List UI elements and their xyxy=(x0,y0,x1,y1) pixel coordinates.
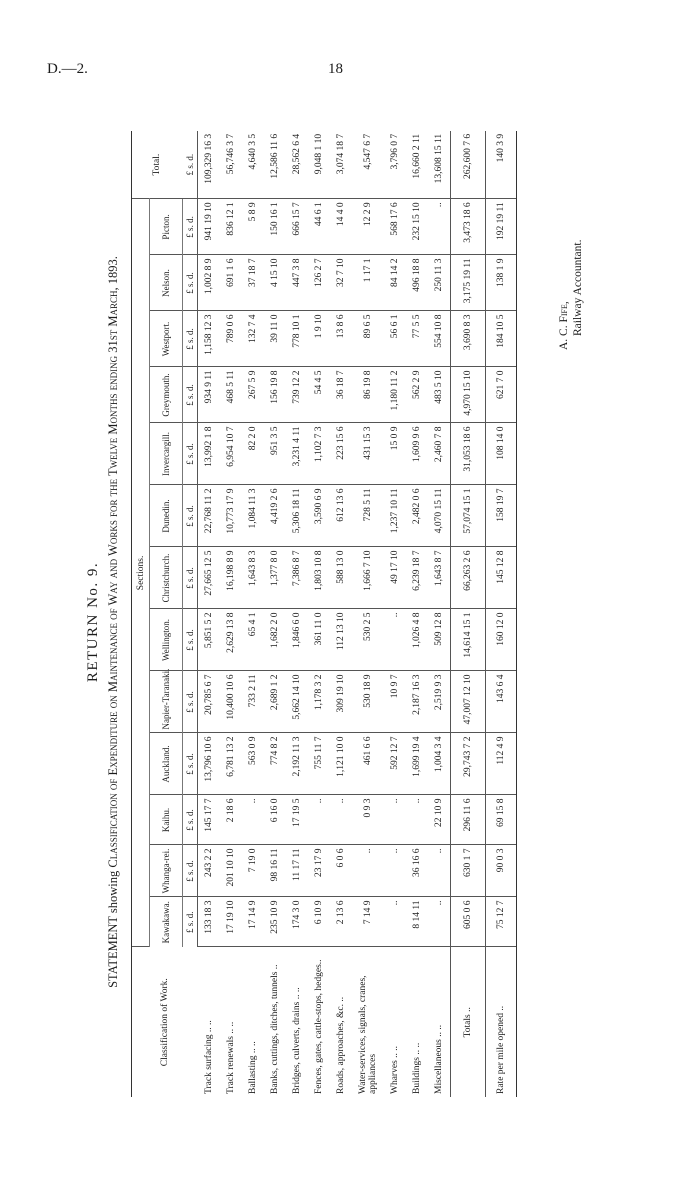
table-cell: 7 14 9 xyxy=(352,897,384,947)
table-cell: 22 10 9 xyxy=(428,795,451,845)
section-header: Picton. xyxy=(150,199,183,255)
table-cell: 192 19 11 xyxy=(486,199,517,255)
row-label: Wharves .. .. xyxy=(390,1045,400,1094)
table-cell: 20,785 6 7 xyxy=(198,671,221,733)
table-cell: 0 9 3 xyxy=(352,795,384,845)
table-cell: 1,699 19 4 xyxy=(406,733,428,795)
table-cell: 22,768 11 2 xyxy=(198,485,221,547)
table-cell: 243 2 2 xyxy=(198,845,221,897)
table-cell: 530 18 9 xyxy=(352,671,384,733)
table-cell: 588 13 0 xyxy=(330,547,352,609)
table-cell: 6 10 9 xyxy=(308,897,330,947)
table-cell: 5 8 9 xyxy=(242,199,264,255)
table-body xyxy=(198,131,517,1097)
table-cell: 755 11 7 xyxy=(308,733,330,795)
table-cell: 223 15 6 xyxy=(330,423,352,485)
table-cell: 57,074 15 1 xyxy=(451,485,486,547)
table-cell: 82 2 0 xyxy=(242,423,264,485)
table-cell: 267 5 9 xyxy=(242,367,264,423)
table-cell: 2,187 16 3 xyxy=(406,671,428,733)
row-label: Roads, approaches, &c. .. xyxy=(336,996,346,1094)
table-cell: 468 5 11 xyxy=(220,367,242,423)
table-cell: 554 10 8 xyxy=(428,311,451,367)
unit-header: £ s. d. xyxy=(183,795,198,845)
unit-header: £ s. d. xyxy=(183,845,198,897)
table-cell: 3,690 8 3 xyxy=(451,311,486,367)
table-cell: 4,640 3 5 xyxy=(242,131,264,199)
table-cell: 201 10 10 xyxy=(220,845,242,897)
table-cell: .. xyxy=(428,845,451,897)
table-cell: 112 4 9 xyxy=(486,733,517,795)
table-cell: 1,158 12 3 xyxy=(198,311,221,367)
table-cell: 1 17 1 xyxy=(352,255,384,311)
table-cell: 483 5 10 xyxy=(428,367,451,423)
unit-header: £ s. d. xyxy=(183,485,198,547)
table-cell: 6,239 18 7 xyxy=(406,547,428,609)
table-cell: 29,743 7 2 xyxy=(451,733,486,795)
rotated-page-body xyxy=(73,102,638,1142)
section-header: Wellington. xyxy=(150,609,183,671)
table-cell: 2,629 13 8 xyxy=(220,609,242,671)
signature-name: A. C. Fife, xyxy=(558,301,570,350)
section-header: Christchurch. xyxy=(150,547,183,609)
table-cell: .. xyxy=(428,199,451,255)
table-cell: 145 17 7 xyxy=(198,795,221,845)
table-cell: 6,954 10 7 xyxy=(220,423,242,485)
table-cell: .. xyxy=(352,845,384,897)
table-cell: 98 16 11 xyxy=(264,845,286,897)
row-label: Rate per mile opened .. xyxy=(486,947,517,1097)
table-cell: 27,665 12 5 xyxy=(198,547,221,609)
table-cell: 1,377 8 0 xyxy=(264,547,286,609)
table-cell: 4 15 10 xyxy=(264,255,286,311)
table-cell: 691 1 6 xyxy=(220,255,242,311)
section-header: Kaihu. xyxy=(150,795,183,845)
table-row xyxy=(220,131,242,1097)
total-header: Total. xyxy=(132,131,183,199)
unit-header: £ s. d. xyxy=(183,897,198,947)
table-cell: 69 15 8 xyxy=(486,795,517,845)
table-cell: 184 10 5 xyxy=(486,311,517,367)
table-cell: 509 12 8 xyxy=(428,609,451,671)
table-cell: 6 16 0 xyxy=(264,795,286,845)
row-label: Buildings .. .. xyxy=(412,1042,422,1094)
unit-header: £ s. d. xyxy=(183,609,198,671)
statement-body: Classification of Expenditure on Maintenance of Way and Works for the Twelve Months ending 31st March, 1893. xyxy=(106,256,120,868)
table-cell: 1,803 10 8 xyxy=(308,547,330,609)
table-cell: 447 3 8 xyxy=(286,255,308,311)
table-cell: 15 0 9 xyxy=(384,423,406,485)
table-cell: 250 11 3 xyxy=(428,255,451,311)
table-cell: 37 18 7 xyxy=(242,255,264,311)
table-cell: 836 12 1 xyxy=(220,199,242,255)
table-cell: 14,614 15 1 xyxy=(451,609,486,671)
table-cell: 17 19 10 xyxy=(220,897,242,947)
table-cell: 1,643 8 7 xyxy=(428,547,451,609)
table-cell: 7,386 8 7 xyxy=(286,547,308,609)
table-cell: 7 19 0 xyxy=(242,845,264,897)
table-cell: 28,562 6 4 xyxy=(286,131,308,199)
table-cell: 630 1 7 xyxy=(451,845,486,897)
table-cell: 621 7 0 xyxy=(486,367,517,423)
table-cell: .. xyxy=(384,845,406,897)
row-label: Miscellaneous .. .. xyxy=(434,1024,444,1094)
unit-header: £ s. d. xyxy=(183,199,198,255)
table-cell: 296 11 6 xyxy=(451,795,486,845)
table-cell: 56 6 1 xyxy=(384,311,406,367)
table-cell: 951 3 5 xyxy=(264,423,286,485)
table-cell: 32 7 10 xyxy=(330,255,352,311)
table-cell: 13,608 15 11 xyxy=(428,131,451,199)
classification-header: Classification of Work. xyxy=(132,947,198,1097)
table-cell: 84 14 2 xyxy=(384,255,406,311)
table-cell: 10,773 17 9 xyxy=(220,485,242,547)
unit-header: £ s. d. xyxy=(183,671,198,733)
page-code: D.—2. xyxy=(47,61,88,77)
table-cell: 158 19 7 xyxy=(486,485,517,547)
table-cell: 4,970 15 10 xyxy=(451,367,486,423)
table-cell: 262,600 7 6 xyxy=(451,131,486,199)
table-cell: 934 9 11 xyxy=(198,367,221,423)
table-cell: 54 4 5 xyxy=(308,367,330,423)
table-cell: 13,992 1 8 xyxy=(198,423,221,485)
unit-header: £ s. d. xyxy=(183,423,198,485)
table-cell: 86 19 8 xyxy=(352,367,384,423)
section-header: Kawakawa. xyxy=(150,897,183,947)
table-cell: 774 8 2 xyxy=(264,733,286,795)
table-cell: 36 18 7 xyxy=(330,367,352,423)
table-row xyxy=(264,131,286,1097)
table-cell: 126 2 7 xyxy=(308,255,330,311)
table-cell: 3,796 0 7 xyxy=(384,131,406,199)
table-cell: 666 15 7 xyxy=(286,199,308,255)
return-title: RETURN No. 9. xyxy=(85,561,101,683)
header-row-sections xyxy=(132,131,150,1097)
table-cell: 2,689 1 2 xyxy=(264,671,286,733)
table-cell: 17 14 9 xyxy=(242,897,264,947)
table-cell: 3,231 4 11 xyxy=(286,423,308,485)
section-header: Greymouth. xyxy=(150,367,183,423)
table-cell: 112 13 10 xyxy=(330,609,352,671)
table-cell: .. xyxy=(242,795,264,845)
table-cell: 140 3 9 xyxy=(486,131,517,199)
table-cell: 108 14 0 xyxy=(486,423,517,485)
table-cell: 13,796 10 6 xyxy=(198,733,221,795)
table-cell: 143 6 4 xyxy=(486,671,517,733)
row-label: Banks, cuttings, ditches, tunnels .. xyxy=(270,964,280,1094)
table-cell: 13 8 6 xyxy=(330,311,352,367)
page-number: 18 xyxy=(328,61,343,77)
table-cell: 132 7 4 xyxy=(242,311,264,367)
table-cell: .. xyxy=(308,795,330,845)
unit-header: £ s. d. xyxy=(183,311,198,367)
table-cell: 138 1 9 xyxy=(486,255,517,311)
table-row xyxy=(428,131,451,1097)
table-cell: 10 9 7 xyxy=(384,671,406,733)
table-row xyxy=(308,131,330,1097)
table-cell: 16,660 2 11 xyxy=(406,131,428,199)
section-header: Napier-Taranaki. xyxy=(150,671,183,733)
table-cell: 14 4 0 xyxy=(330,199,352,255)
table-cell: 739 12 2 xyxy=(286,367,308,423)
row-label: Water-services, signals, cranes, appliances xyxy=(358,975,378,1094)
section-header: Westport. xyxy=(150,311,183,367)
table-cell: 16,198 8 9 xyxy=(220,547,242,609)
table-cell: 461 6 6 xyxy=(352,733,384,795)
table-cell: 44 6 1 xyxy=(308,199,330,255)
row-label: Ballasting .. .. xyxy=(248,1041,258,1094)
table-cell: 36 16 6 xyxy=(406,845,428,897)
table-cell: 3,590 6 9 xyxy=(308,485,330,547)
row-label: Fences, gates, cattle-stops, hedges.. xyxy=(314,959,324,1094)
table-row xyxy=(198,131,221,1097)
table-cell: 562 2 9 xyxy=(406,367,428,423)
table-cell: 728 5 11 xyxy=(352,485,384,547)
table-cell: 6 0 6 xyxy=(330,845,352,897)
table-cell: 232 15 10 xyxy=(406,199,428,255)
section-header: Invercargill. xyxy=(150,423,183,485)
table-cell: 12,586 11 6 xyxy=(264,131,286,199)
table-cell: 3,473 18 6 xyxy=(451,199,486,255)
table-cell: .. xyxy=(384,609,406,671)
table-cell: 4,547 6 7 xyxy=(352,131,384,199)
table-cell: 174 3 0 xyxy=(286,897,308,947)
table-cell: 49 17 10 xyxy=(384,547,406,609)
table-cell: 90 0 3 xyxy=(486,845,517,897)
table-cell: 31,053 18 6 xyxy=(451,423,486,485)
table-cell: 2,192 11 3 xyxy=(286,733,308,795)
table-cell: 941 19 10 xyxy=(198,199,221,255)
table-cell: 733 2 11 xyxy=(242,671,264,733)
table-cell: 496 18 8 xyxy=(406,255,428,311)
table-cell: 530 2 5 xyxy=(352,609,384,671)
table-cell: 563 0 9 xyxy=(242,733,264,795)
table-cell: 778 10 1 xyxy=(286,311,308,367)
table-cell: 361 11 0 xyxy=(308,609,330,671)
signature xyxy=(557,240,585,352)
table-cell: 431 15 3 xyxy=(352,423,384,485)
table-cell: 1,121 10 0 xyxy=(330,733,352,795)
table-cell: 77 5 5 xyxy=(406,311,428,367)
table-cell: 150 16 1 xyxy=(264,199,286,255)
table-cell: 11 17 11 xyxy=(286,845,308,897)
table-cell: 2 13 6 xyxy=(330,897,352,947)
row-label: Track surfacing .. .. xyxy=(203,1020,214,1094)
table-cell: 6,781 13 2 xyxy=(220,733,242,795)
table-row xyxy=(406,131,428,1097)
table-cell: 2 18 6 xyxy=(220,795,242,845)
table-cell: 1,002 8 9 xyxy=(198,255,221,311)
table-cell: 10,400 10 6 xyxy=(220,671,242,733)
table-cell: 65 4 1 xyxy=(242,609,264,671)
table-cell: 3,074 18 7 xyxy=(330,131,352,199)
table-cell: 23 17 9 xyxy=(308,845,330,897)
sections-header: Sections. xyxy=(132,199,150,947)
table-cell: .. xyxy=(428,897,451,947)
table-cell: 5,662 14 10 xyxy=(286,671,308,733)
table-cell: 789 0 6 xyxy=(220,311,242,367)
section-header: Auckland. xyxy=(150,733,183,795)
table-cell: 1,682 2 0 xyxy=(264,609,286,671)
table-cell: 5,306 18 11 xyxy=(286,485,308,547)
table-cell: 9,048 1 10 xyxy=(308,131,330,199)
table-cell: .. xyxy=(384,897,406,947)
table-cell: 56,746 3 7 xyxy=(220,131,242,199)
unit-header: £ s. d. xyxy=(183,733,198,795)
table-cell: 3,175 19 11 xyxy=(451,255,486,311)
table-cell: 8 14 11 xyxy=(406,897,428,947)
table-cell: 47,007 12 10 xyxy=(451,671,486,733)
table-cell: 109,329 16 3 xyxy=(198,131,221,199)
signature-title: Railway Accountant. xyxy=(572,239,584,336)
table-cell: 568 17 6 xyxy=(384,199,406,255)
table-cell: 12 2 9 xyxy=(352,199,384,255)
table-cell: .. xyxy=(330,795,352,845)
expenditure-table xyxy=(131,131,517,1097)
section-header: Dunedin. xyxy=(150,485,183,547)
table-row xyxy=(384,131,406,1097)
unit-header: £ s. d. xyxy=(183,547,198,609)
table-cell: 592 12 7 xyxy=(384,733,406,795)
table-cell: 1,004 3 4 xyxy=(428,733,451,795)
table-cell: 1,102 7 3 xyxy=(308,423,330,485)
statement-title xyxy=(106,102,121,1142)
table-cell: 309 19 10 xyxy=(330,671,352,733)
unit-header: £ s. d. xyxy=(183,255,198,311)
table-cell: 1,237 10 11 xyxy=(384,485,406,547)
unit-header: £ s. d. xyxy=(183,131,198,199)
table-cell: 2,482 0 6 xyxy=(406,485,428,547)
table-cell: 39 11 0 xyxy=(264,311,286,367)
table-cell: 612 13 6 xyxy=(330,485,352,547)
table-cell: 1,084 11 3 xyxy=(242,485,264,547)
table-cell: 133 18 3 xyxy=(198,897,221,947)
table-cell: 4,419 2 6 xyxy=(264,485,286,547)
section-header: Nelson. xyxy=(150,255,183,311)
table-cell: 1,643 8 3 xyxy=(242,547,264,609)
table-row xyxy=(286,131,308,1097)
table-row xyxy=(486,131,517,1097)
table-cell: 145 12 8 xyxy=(486,547,517,609)
table-cell: 4,070 15 11 xyxy=(428,485,451,547)
table-cell: 1,609 9 6 xyxy=(406,423,428,485)
table-cell: 89 6 5 xyxy=(352,311,384,367)
table-cell: 2,519 9 3 xyxy=(428,671,451,733)
table-cell: .. xyxy=(384,795,406,845)
table-row xyxy=(352,131,384,1097)
table-cell: 605 0 6 xyxy=(451,897,486,947)
table-cell: 1,180 11 2 xyxy=(384,367,406,423)
table-cell: 2,460 7 8 xyxy=(428,423,451,485)
table-cell: 1,026 4 8 xyxy=(406,609,428,671)
table-cell: 156 19 8 xyxy=(264,367,286,423)
row-label: Bridges, culverts, drains .. .. xyxy=(292,987,302,1094)
table-cell: 17 19 5 xyxy=(286,795,308,845)
table-cell: 75 12 7 xyxy=(486,897,517,947)
table-row xyxy=(330,131,352,1097)
table-cell: .. xyxy=(406,795,428,845)
row-label: Totals .. xyxy=(451,947,486,1097)
table-cell: 1,846 6 0 xyxy=(286,609,308,671)
table-cell: 66,263 2 6 xyxy=(451,547,486,609)
section-header: Whanga-rei. xyxy=(150,845,183,897)
row-label: Track renewals .. .. xyxy=(226,1021,236,1094)
table-cell: 1,178 3 2 xyxy=(308,671,330,733)
table-row xyxy=(451,131,486,1097)
statement-prefix: STATEMENT showing xyxy=(106,867,120,988)
table-cell: 1 9 10 xyxy=(308,311,330,367)
table-cell: 235 10 9 xyxy=(264,897,286,947)
table-row xyxy=(242,131,264,1097)
table-cell: 1,666 7 10 xyxy=(352,547,384,609)
table-cell: 160 12 0 xyxy=(486,609,517,671)
unit-header: £ s. d. xyxy=(183,367,198,423)
table-cell: 5,851 5 2 xyxy=(198,609,221,671)
